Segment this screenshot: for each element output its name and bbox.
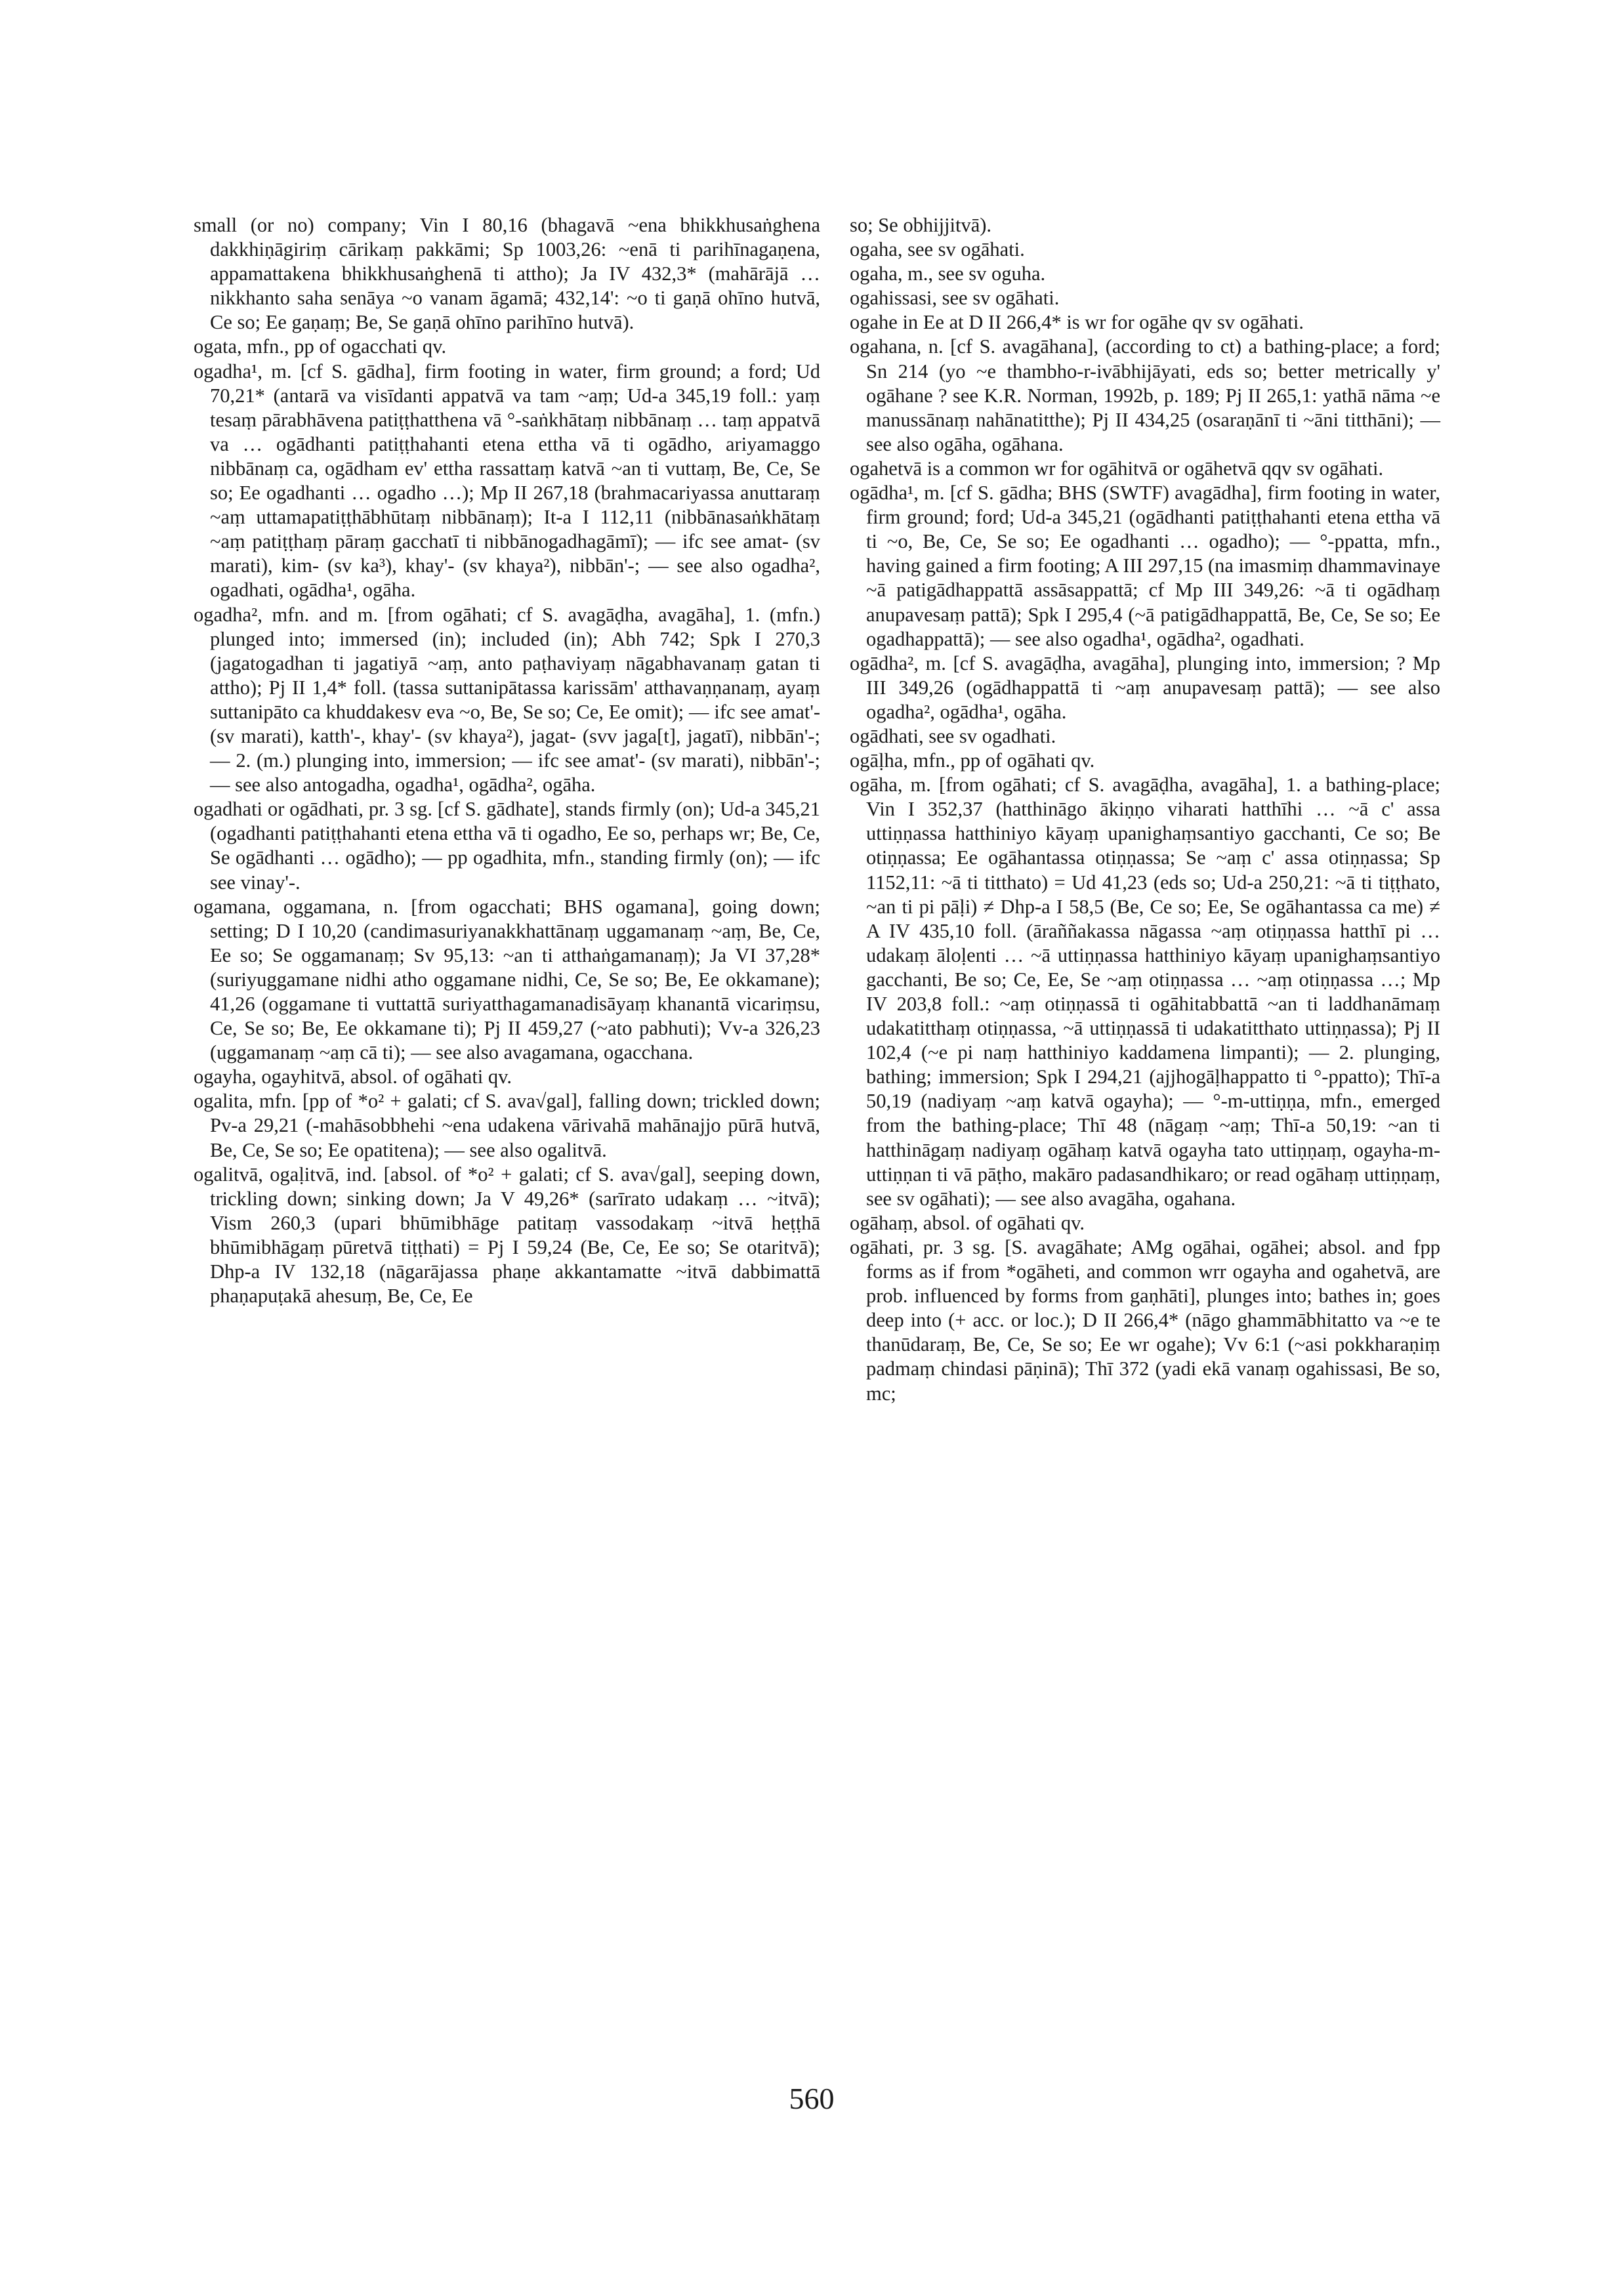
entry-ogaha: ogaha, see sv ogāhati. [850, 238, 1025, 261]
entry-continuation-company: small (or no) company; Vin I 80,16 (bhagavā ~ena bhikkhusaṅghena dakkhiṇāgiriṃ cārikaṃ pakkāmi; Sp 1003,26: ~enā ti parihīnagaṇena, appamattakena bhikkhusaṅghenā ti attho); Ja IV 432,3* (mahārājā … nikkhanto saha senāya ~o vanam āgamā; 432,14': ~o ti gaṇā ohīno hutvā, Ce so; Ee gaṇaṃ; Be, Se gaṇā ohīno parihīno hutvā). [194, 214, 820, 334]
entry-ogadha-1: ogadha¹, m. [cf S. gādha], firm footing in water, firm ground; a ford; Ud 70,21* (antarā va visīdanti appatvā va tam ~aṃ; Ud-a 345,19 foll.: yaṃ tesaṃ pārabhāvena patiṭṭhatthena vā °-saṅkhātaṃ nibbānaṃ … taṃ appatvā va … ogādhanti patiṭṭhahanti etena ettha vā ti ogādho, ariyamaggo nibbānaṃ ca, ogādham ev' ettha rassattaṃ katvā ~an ti vuttaṃ, Be, Ce, Se so; Ee ogadhanti … ogadho …); Mp II 267,18 (brahmacariyassa anuttaraṃ ~aṃ uttamapatiṭṭhābhūtaṃ nibbānaṃ); It-a I 112,11 (nibbānasaṅkhātaṃ ~aṃ patiṭṭhaṃ pāraṃ gacchatī ti nibbānogadhagāmī); — ifc see amat- (sv marati), kim- (sv ka³), khay'- (sv khaya²), nibbān'-; — see also ogadha², ogadhati, ogādha¹, ogāha. [194, 360, 820, 602]
entry-ogaham: ogāhaṃ, absol. of ogāhati qv. [850, 1211, 1085, 1234]
entry-ogalitva: ogalitvā, ogaḷitvā, ind. [absol. of *o² + galati; cf S. ava√gal], seeping down, trickling down; sinking down; Ja V 49,26* (sarīrato udakaṃ … ~itvā); Vism 260,3 (upari bhūmibhāge patitaṃ vassodakaṃ ~itvā heṭṭhā bhūmibhāgaṃ pūretvā tiṭṭhati) = Pj I 59,24 (Be, Ce, Ee so; Se otaritvā); Dhp-a IV 132,18 (nāgarājassa phaṇe akkantamatte ~itvā dabbimattā phaṇapuṭakā ahesuṃ, Be, Ce, Ee [194, 1163, 820, 1308]
entry-ogayha: ogayha, ogayhitvā, absol. of ogāhati qv. [194, 1065, 512, 1088]
entry-ogahana: ogahana, n. [cf S. avagāhana], (according to ct) a bathing-place; a ford; Sn 214 (yo ~e thambho-r-ivābhijāyati, eds so; better metrically y' ogāhane ? see K.R. Norman, 1992b, p. 189; Pj II 265,1: yathā nāma ~e manussānaṃ nahānatitthe); Pj II 434,25 (osaraṇānī ti ~āni titthāni); — see also ogāha, ogāhana. [850, 335, 1440, 455]
entry-ogahetva: ogahetvā is a common wr for ogāhitvā or ogāhetvā qqv sv ogāhati. [850, 457, 1384, 480]
entry-ogahati: ogāhati, pr. 3 sg. [S. avagāhate; AMg ogāhai, ogāhei; absol. and fpp forms as if from *ogāheti, and common wrr ogayha and ogahetvā, are prob. influenced by forms from gaṇhāti], plunges into; bathes in; goes deep into (+ acc. or loc.); D II 266,4* (nāgo ghammābhitatto va ~e te thanūdaraṃ, Be, Ce, Se so; Ee wr ogahe); Vv 6:1 (~asi pokkharaṇiṃ padmaṃ chindasi pāṇinā); Thī 372 (yadi ekā vanaṃ ogahissasi, Be so, mc; [850, 1235, 1440, 1405]
entry-ogadha-long-1: ogādha¹, m. [cf S. gādha; BHS (SWTF) avagādha], firm footing in water, firm ground; ford; Ud-a 345,21 (ogādhanti patiṭṭhahanti etena ettha vā ti ~o, Be, Ce, Se so; Ee ogadhanti … ogadho); — °-ppatta, mfn., having gained a firm footing; A III 297,15 (na imasmiṃ dhammavinaye ~ā patigādhappattā assāsappattā; cf Mp III 349,26: ~ā ti ogādhaṃ anupavesaṃ pattā); Spk I 295,4 (~ā patigādhappattā, Be, Ce, Se so; Ee ogadhappattā); — see also ogadha¹, ogādha², ogadhati. [850, 482, 1440, 650]
entry-ogadhati-long: ogādhati, see sv ogadhati. [850, 724, 1056, 747]
entry-ogamana: ogamana, oggamana, n. [from ogacchati; BHS ogamana], going down; setting; D I 10,20 (candimasuriyanakkhattānaṃ uggamanaṃ ~aṃ, Be, Ce, Ee so; Se oggamanaṃ; Sv 95,13: ~an ti atthaṅgamanaṃ); Ja VI 37,28* (suriyuggamane nidhi atho oggamane nidhi, Ce, Se so; Be, Ee okkamane); 41,26 (oggamane ti vuttattā suriyatthagamanadisāyaṃ khanantā vicariṃsu, Ce, Se so; Be, Ee okkamane ti); Pj II 459,27 (~ato pabhuti); Vv-a 326,23 (uggamanaṃ ~aṃ cā ti); — see also avagamana, ogacchana. [194, 895, 820, 1064]
entry-ogahe: ogahe in Ee at D II 266,4* is wr for ogāhe qv sv ogāhati. [850, 311, 1304, 334]
entry-ogadha-long-2: ogādha², m. [cf S. avagāḍha, avagāha], plunging into, immersion; ? Mp III 349,26 (ogādhappattā ti ~aṃ anupavesaṃ pattā); — see also ogadha², ogādha¹, ogāha. [850, 651, 1440, 723]
entry-ogadhati: ogadhati or ogādhati, pr. 3 sg. [cf S. gādhate], stands firmly (on); Ud-a 345,21 (ogadhanti patiṭṭhahanti etena ettha vā ti ogadho, Ee so, perhaps wr; Be, Ce, Se ogādhanti … ogādho); — pp ogadhita, mfn., standing firmly (on); — ifc see vinay'-. [194, 798, 820, 894]
entry-ogalha: ogāḷha, mfn., pp of ogāhati qv. [850, 749, 1095, 772]
entry-ogalita: ogalita, mfn. [pp of *o² + galati; cf S. ava√gal], falling down; trickled down; Pv-a 29,21 (-mahāsobbhehi ~ena udakena vārivahā mahānajjo pūrā hutvā, Be, Ce, Se so; Ee opatitena); — see also ogalitvā. [194, 1090, 820, 1161]
entry-ogahissasi: ogahissasi, see sv ogāhati. [850, 287, 1060, 310]
entry-ogaha-long: ogāha, m. [from ogāhati; cf S. avagāḍha, avagāha], 1. a bathing-place; Vin I 352,37 (hatthināgo ākiṇṇo viharati hatthīhi … ~ā c' assa uttiṇṇassa hatthiniyo kāyaṃ upanighaṃsantiyo gacchanti, Ce so; Be otiṇṇassa; Ee ogāhantassa otiṇṇassa; Se ~aṃ c' assa otiṇṇassa; Sp 1152,11: ~ā ti titthato) = Ud 41,23 (eds so; Ud-a 250,21: ~ā ti tiṭṭhato, ~an ti pi pāḷi) ≠ Dhp-a I 58,5 (Be, Ce so; Ee, Se ogāhantassa ca me) ≠ A IV 435,10 foll. (āraññakassa nāgassa ~aṃ otiṇṇassa hatthī pi … udakaṃ āloḷenti … ~ā uttiṇṇassa hatthiniyo kāyaṃ upanighaṃsantiyo gacchanti, Be so; Ce, Ee, Se ~aṃ otiṇṇassa … ~aṃ otiṇṇassa …; Mp IV 203,8 foll.: ~aṃ otiṇṇassā ti ogāhitabbattā ~an ti laddhanāmaṃ udakatitthaṃ otiṇṇassa, ~ā uttiṇṇassā ti udakatitthato uttiṇṇassa); Pj II 102,4 (~e pi naṃ hatthiniyo kaddamena limpanti); — 2. plunging, bathing; immersion; Spk I 294,21 (ajjhogāḷhappatto ti °-ppatto); Thī-a 50,19 (nadiyaṃ ~aṃ katvā ogayha); — °-m-uttiṇṇa, mfn., emerged from the bathing-place; Thī 48 (nāgaṃ ~aṃ; Thī-a 50,19: ~an ti hatthināgaṃ nadiyaṃ ogāhaṃ katvā ogayha tato uttiṇṇaṃ, ogayha-m-uttiṇṇan ti vā pāṭho, makāro padasandhikaro; or read ogāhaṃ uttiṇṇaṃ, see sv ogāhati); — see also avagāha, ogahana. [850, 774, 1440, 1210]
entry-ogata: ogata, mfn., pp of ogacchati qv. [194, 335, 447, 358]
page-number: 560 [789, 2082, 835, 2115]
right-column [850, 213, 1440, 1406]
entry-ogadha-2: ogadha², mfn. and m. [from ogāhati; cf S. avagāḍha, avagāha], 1. (mfn.) plunged into; immersed (in); included (in); Abh 742; Spk I 270,3 (jagatogadhan ti jagatiyā ~aṃ, anto paṭhaviyaṃ nāgabhavanaṃ gatan ti attho); Pj II 1,4* foll. (tassa suttanipātassa karissām' atthavaṇṇanaṃ, ayaṃ suttanipāto ca khuddakesv eva ~o, Be, Se so; Ce, Ee omit); — ifc see amat'- (sv marati), katth'-, khay'- (sv khaya²), jagat- (svv jaga[t], jagatī), nibbān'-; — 2. (m.) plunging into, immersion; — ifc see amat'- (sv marati), nibbān'-; — see also antogadha, ogadha¹, ogādha², ogāha. [194, 603, 820, 796]
left-column [194, 213, 820, 1308]
entry-ogaha-m: ogaha, m., see sv oguha. [850, 262, 1046, 285]
entry-continuation-obhijjitva: so; Se obhijjitvā). [850, 214, 992, 236]
